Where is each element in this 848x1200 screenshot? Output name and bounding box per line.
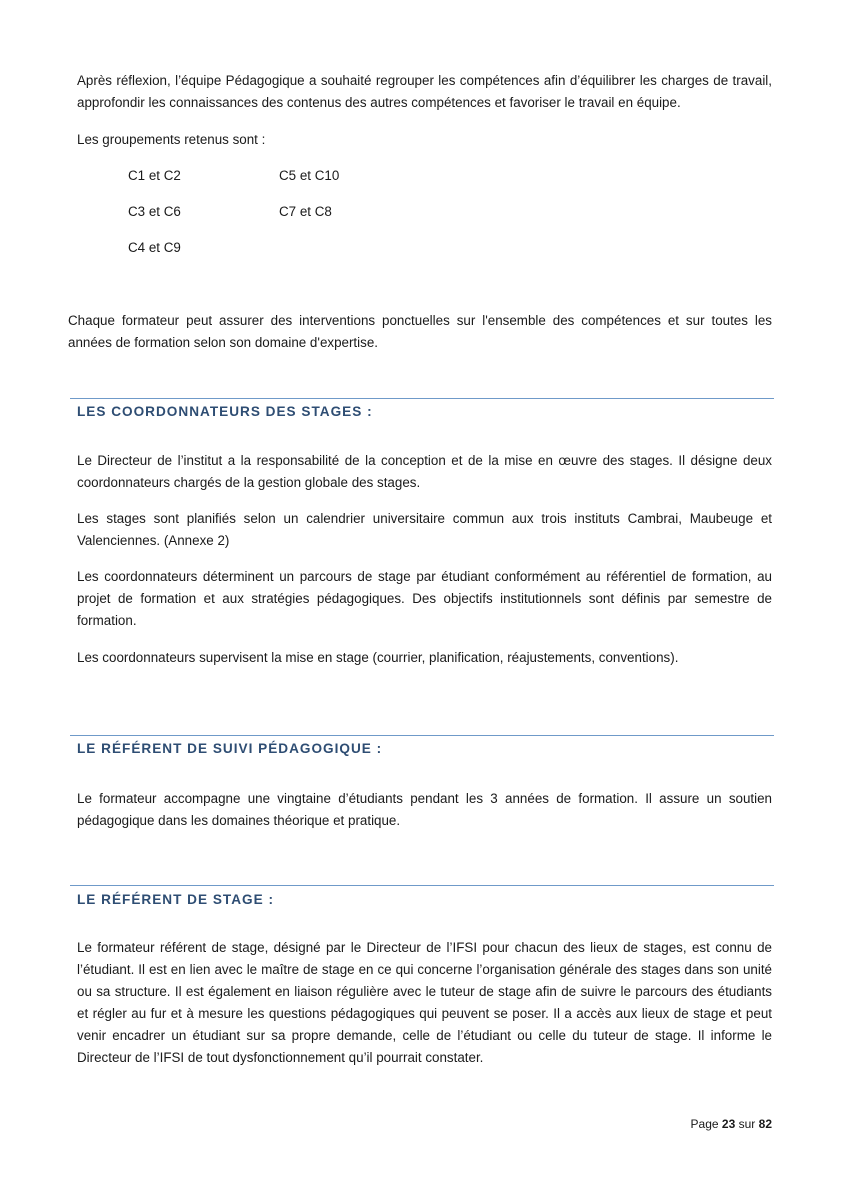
page-current: 23 — [721, 1117, 736, 1131]
page-middle: sur — [738, 1117, 756, 1131]
section-heading: LES COORDONNATEURS DES STAGES : — [77, 404, 373, 419]
section-heading: LE RÉFÉRENT DE STAGE : — [77, 892, 274, 907]
section-divider — [70, 398, 774, 399]
section-paragraph: Les coordonnateurs supervisent la mise en stage (courrier, planification, réajustements, conventions). — [77, 650, 679, 665]
group-item: C3 et C6 — [128, 204, 181, 219]
group-item: C5 et C10 — [279, 168, 340, 183]
group-item: C4 et C9 — [128, 240, 181, 255]
intro-paragraph: Après réflexion, l’équipe Pédagogique a souhaité regrouper les compétences afin d’équilibrer les charges de travail, approfondir les connaissances des contenus des autres compétences et favoriser le travail en équipe. — [77, 73, 772, 110]
section-paragraph: Le formateur accompagne une vingtaine d’étudiants pendant les 3 années de formation. Il assure un soutien pédagogique dans les domaines théorique et pratique. — [77, 791, 772, 828]
page-total: 82 — [758, 1117, 772, 1131]
page-number — [691, 1116, 772, 1132]
section-divider — [70, 885, 774, 886]
group-item: C7 et C8 — [279, 204, 332, 219]
section-paragraph: Les coordonnateurs déterminent un parcours de stage par étudiant conformément au référentiel de formation, au projet de formation et aux stratégies pédagogiques. Des objectifs institutionnels sont définis par semestre de formation. — [77, 569, 772, 628]
section-paragraph: Les stages sont planifiés selon un calendrier universitaire commun aux trois instituts Cambrai, Maubeuge et Valenciennes. (Annexe 2) — [77, 511, 772, 548]
section-paragraph: Le formateur référent de stage, désigné par le Directeur de l’IFSI pour chacun des lieux de stages, est connu de l’étudiant. Il est en lien avec le maître de stage en ce qui concerne l’organisation générale des stages dans son unité ou sa structure. Il est également en liaison régulière avec le tuteur de stage afin de suivre le parcours des étudiants et régler au fur et à mesure les questions pédagogiques qui peuvent se poser. Il a accès aux lieux de stage et peut venir encadrer un étudiant sur sa propre demande, celle de l’étudiant ou celle du tuteur de stage. Il informe le Directeur de l’IFSI de tout dysfonctionnement qu’il pourrait constater. — [77, 940, 772, 1065]
section-heading: LE RÉFÉRENT DE SUIVI PÉDAGOGIQUE : — [77, 741, 383, 756]
trainer-paragraph: Chaque formateur peut assurer des interventions ponctuelles sur l'ensemble des compétences et sur toutes les années de formation selon son domaine d'expertise. — [68, 313, 772, 350]
group-item: C1 et C2 — [128, 168, 181, 183]
section-paragraph: Le Directeur de l’institut a la responsabilité de la conception et de la mise en œuvre des stages. Il désigne deux coordonnateurs chargés de la gestion globale des stages. — [77, 453, 772, 490]
page-prefix: Page — [690, 1117, 719, 1131]
section-divider — [70, 735, 774, 736]
groups-intro-text: Les groupements retenus sont : — [77, 132, 266, 147]
